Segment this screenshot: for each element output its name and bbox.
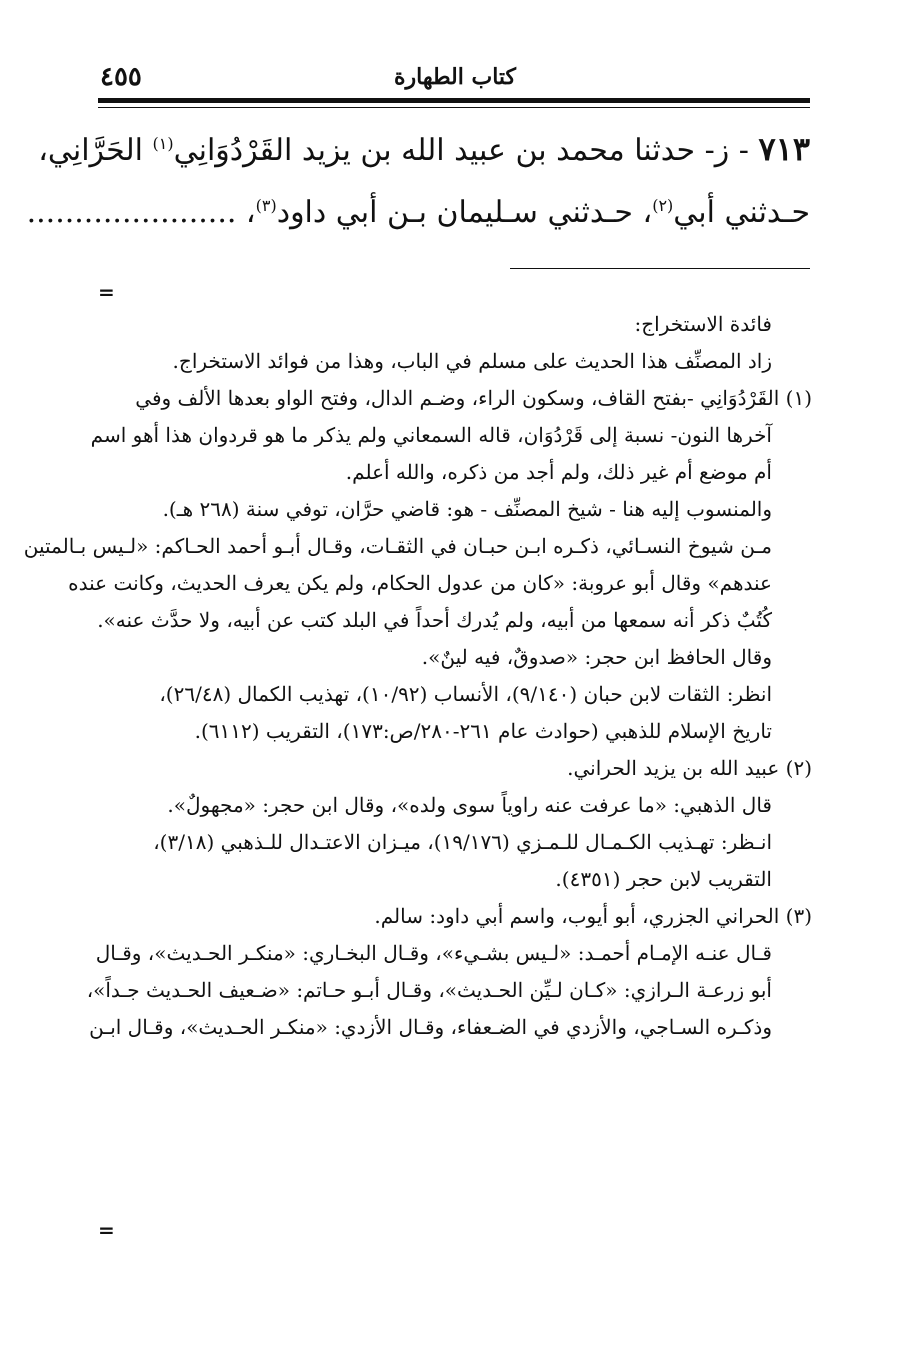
header-rule-thin — [98, 107, 810, 108]
hadith-line-2 — [26, 182, 810, 244]
footnote-3-line: (٣) الحراني الجزري، أبو أيوب، واسم أبي داود: سالم. — [374, 904, 812, 928]
footnote-1-line: مـن شيوخ النسـائي، ذكـره ابـن حبـان في الثقـات، وقـال أبـو أحمد الحـاكم: «لـيس بـالمتين — [23, 534, 772, 558]
footnote-3-line: قـال عنـه الإمـام أحمـد: «لـيس بشـيء»، وقـال البخـاري: «منكـر الحـديث»، وقـال — [95, 941, 772, 965]
footnote-1-line: كُتُبٌ ذكر أنه سمعها من أبيه، ولم يُدرك أحداً في البلد كتب عن أبيه، ولا حدَّث عنه». — [97, 608, 772, 632]
faida-text: زاد المصنِّف هذا الحديث على مسلم في الباب، وهذا من فوائد الاستخراج. — [172, 349, 772, 373]
footnote-1-line: عندهم» وقال أبو عروبة: «كان من عدول الحكام، ولم يكن يعرف الحديث، وكانت عنده — [68, 571, 772, 595]
footnote-ref-3: (٣) — [255, 196, 277, 215]
hadith-text-segment: - ز- حدثنا محمد بن عبيد الله بن يزيد القَرْدُوَانِي — [173, 133, 759, 168]
footnote-2-line: انـظر: تهـذيب الكـمـال للـمـزي (١٩/١٧٦)، ميـزان الاعتـدال للـذهبي (٣/١٨)، — [153, 830, 772, 854]
continuation-mark-top: = — [98, 280, 115, 304]
page-header — [100, 62, 810, 96]
hadith-text-segment: الحَرَّانِي، — [38, 133, 153, 168]
hadith-text-segment: ، حـدثني سـليمان بـن أبي داود — [276, 195, 653, 230]
footnotes — [23, 306, 812, 1046]
hadith-text — [26, 118, 810, 244]
footnote-1-line: (١) القَرْدُوَانِي -بفتح القاف، وسكون الراء، وضـم الدال، وفتح الواو بعدها الألف وفي — [135, 386, 812, 410]
footnote-3-line: وذكـره السـاجي، والأزدي في الضـعفاء، وقـال الأزدي: «منكـر الحـديث»، وقـال ابـن — [89, 1015, 772, 1039]
footnote-ref-1: (١) — [152, 134, 174, 153]
footnote-1-line: أم موضع أم غير ذلك، ولم أجد من ذكره، والله أعلم. — [345, 460, 772, 484]
continuation-mark-bottom: = — [98, 1218, 115, 1242]
footnote-1-line: وقال الحافظ ابن حجر: «صدوقٌ، فيه لينٌ». — [421, 645, 772, 669]
faida-heading: فائدة الاستخراج: — [634, 312, 772, 336]
running-title: كتاب الطهارة — [393, 64, 517, 90]
footnote-1-line: تاريخ الإسلام للذهبي (حوادث عام ٢٦١-٢٨٠/ص:١٧٣)، التقريب (٦١١٢). — [194, 719, 772, 743]
page-number: ٤٥٥ — [100, 62, 142, 92]
hadith-number: ٧١٣ — [758, 130, 810, 168]
header-rule-thick — [98, 98, 810, 103]
footnote-separator — [510, 268, 810, 269]
hadith-line-1 — [38, 118, 810, 182]
footnote-1-line: والمنسوب إليه هنا - شيخ المصنِّف - هو: قاضي حرَّان، توفي سنة (٢٦٨ هـ). — [162, 497, 772, 521]
hadith-text-segment: ، ...................... — [26, 195, 256, 230]
footnote-ref-2: (٢) — [652, 196, 674, 215]
footnote-1-line: انظر: الثقات لابن حبان (٩/١٤٠)، الأنساب (١٠/٩٢)، تهذيب الكمال (٢٦/٤٨)، — [159, 682, 772, 706]
footnote-3-line: أبو زرعـة الـرازي: «كـان لـيِّن الحـديث»، وقـال أبـو حـاتم: «ضـعيف الحـديث جـداً»، — [86, 978, 772, 1002]
hadith-text-segment: حـدثني أبي — [673, 195, 810, 230]
footnote-2-line: (٢) عبيد الله بن يزيد الحراني. — [567, 756, 812, 780]
footnote-1-line: آخرها النون- نسبة إلى قَرْدُوَان، قاله السمعاني ولم يذكر ما هو قردوان هذا أهو اسم — [90, 423, 772, 447]
footnote-2-line: التقريب لابن حجر (٤٣٥١). — [555, 867, 772, 891]
footnote-2-line: قال الذهبي: «ما عرفت عنه راوياً سوى ولده»، وقال ابن حجر: «مجهولٌ». — [167, 793, 772, 817]
